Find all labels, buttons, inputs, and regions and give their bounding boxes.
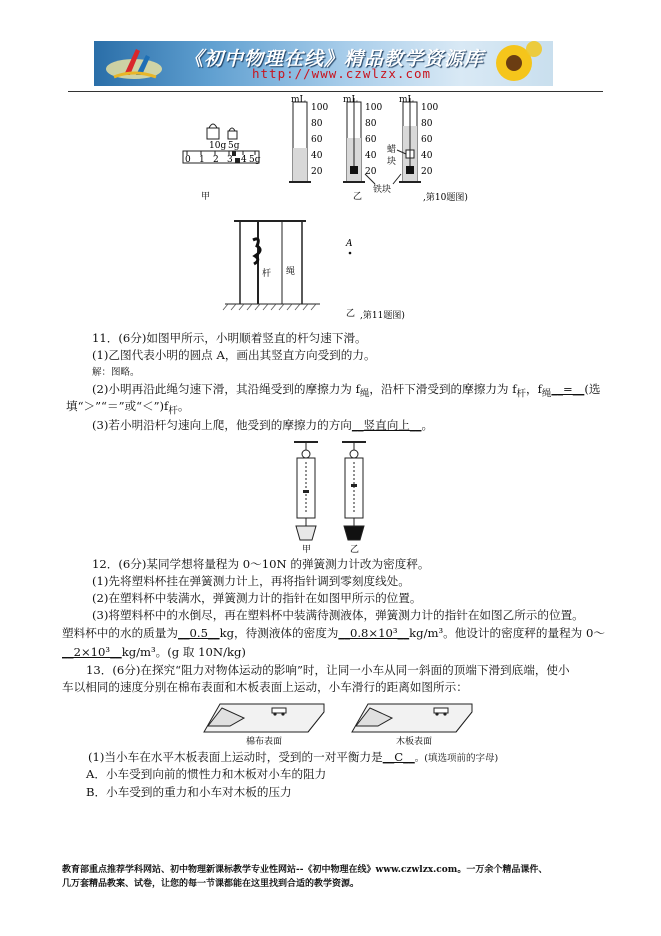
ruler-tick-1: 1: [199, 155, 205, 165]
ruler-tick-3: 3: [227, 155, 233, 165]
q11-stem: 11．(6分)如图甲所示，小明顺着竖直的杆匀速下滑。: [92, 331, 367, 345]
cyl3-scale-80: 80: [421, 119, 433, 129]
measuring-cylinder-3-icon: [399, 98, 421, 182]
figure-13: [200, 692, 520, 752]
cyl1-scale-40: 40: [311, 151, 323, 161]
cyl1-scale-60: 60: [311, 135, 323, 145]
cotton-surface-setup-icon: [204, 704, 324, 732]
q12-part1: (1)先将塑料杯挂在弹簧测力计上，再将指针调到零刻度线处。: [92, 574, 410, 588]
cyl2-scale-80: 80: [365, 119, 377, 129]
label-rope: 绳: [286, 267, 296, 277]
cyl3-unit: mL: [399, 95, 414, 105]
label-cotton-surface: 棉布表面: [246, 737, 283, 747]
figure-11: [220, 212, 440, 324]
footer-line-1: 教育部重点推荐学科网站、初中物理新课标教学专业性网站--《初中物理在线》www.czwlzx.com。一万余个精品课件、: [62, 865, 548, 875]
q12-part3-line2: 塑料杯中的水的质量为__0.5__kg，待测液体的密度为__0.8×10³__kg/m³。他设计的密度秤的量程为 0～: [62, 626, 605, 640]
q12-stem: 12．(6分)某同学想将量程为 0～10N 的弹簧测力计改为密度秤。: [92, 557, 430, 571]
weight-label-10g: 10g: [209, 141, 227, 151]
q11-part2: (2)小明再沿此绳匀速下滑，其沿绳受到的摩擦力为 $f_绳$，沿杆下滑受到的摩擦力为 $f_杆$，$f_绳\_\_=\_\_$(选: [92, 382, 601, 400]
cyl3-scale-40: 40: [421, 151, 433, 161]
cyl1-scale-20: 20: [311, 167, 323, 177]
q12-answer-range: __2×10³__: [62, 645, 122, 659]
q13-answer-1: __C__: [382, 750, 415, 764]
q11-part2-line2: 填“＞”“＝”或“$<”)f_杆$。: [66, 399, 190, 417]
cyl1-scale-100: 100: [311, 103, 329, 113]
climbing-person-icon: [253, 239, 260, 264]
figure-10: [175, 94, 495, 206]
cyl3-scale-60: 60: [421, 135, 433, 145]
cyl2-scale-100: 100: [365, 103, 383, 113]
q11-part1: (1)乙图代表小明的圆点 A，画出其竖直方向受到的力。: [92, 348, 376, 362]
ruler-tick-2: 2: [213, 155, 219, 165]
weight-5g-icon: [228, 128, 237, 139]
measuring-cylinder-1-icon: [289, 102, 311, 182]
q11-answer-3: __竖直向上__: [351, 418, 422, 432]
q12-part3-line3: __2×10³__kg/m³。(g 取 10N/kg): [62, 645, 246, 659]
label-wood-surface: 木板表面: [396, 737, 433, 747]
cyl1-scale-80: 80: [311, 119, 323, 129]
label-pole: 杆: [262, 269, 272, 279]
cyl2-scale-20: 20: [365, 167, 377, 177]
cyl1-unit: mL: [291, 95, 306, 105]
label-block: 块: [387, 157, 397, 167]
header-title: 《初中物理在线》精品教学资源库: [184, 48, 485, 70]
q12-part2: (2)在塑料杯中装满水，弹簧测力计的指针在如图甲所示的位置。: [92, 591, 422, 605]
weight-10g-icon: [207, 124, 219, 139]
q11-part3: (3)若小明沿杆匀速向上爬，他受到的摩擦力的方向__竖直向上__。: [92, 418, 434, 432]
point-a-icon: [349, 252, 352, 255]
label-wax: 蜡: [387, 145, 397, 155]
q13-stem-1: 13．(6分)在探究“阻力对物体运动的影响”时，让同一小车从同一斜面的顶端下滑到底端，使小: [86, 663, 570, 677]
q13-part1: (1)当小车在水平木板表面上运动时，受到的一对平衡力是__C__。(填选项前的字母): [88, 750, 499, 764]
label-point-a: A: [346, 239, 353, 249]
measuring-cylinder-2-icon: [343, 98, 365, 182]
figure-12: [282, 438, 382, 553]
q11-answer-2: __=__: [551, 382, 585, 396]
label-iron-block: 铁块: [373, 185, 392, 195]
fig11-label-yi: 乙: [346, 309, 356, 319]
spring-scale-jia-icon: [294, 442, 318, 540]
cyl3-scale-20: 20: [421, 167, 433, 177]
cyl3-scale-100: 100: [421, 103, 439, 113]
fig12-label-yi: 乙: [350, 545, 360, 553]
spring-scale-yi-icon: [342, 442, 366, 540]
balance-ruler-icon: [183, 151, 259, 163]
fig12-label-jia: 甲: [302, 545, 312, 553]
fig11-caption: ,第11题图): [360, 311, 405, 321]
header-url: http://www.czwlzx.com: [252, 66, 432, 81]
q13-option-a: A．小车受到向前的惯性力和木板对小车的阻力: [86, 767, 327, 781]
ruler-tick-0: 0: [185, 155, 191, 165]
q13-option-b: B．小车受到的重力和小车对木板的压力: [86, 785, 292, 799]
fig10-label-yi: 乙: [353, 192, 363, 202]
ruler-tick-4: 4: [241, 155, 247, 165]
fig10-caption: ,第10题图): [423, 193, 468, 203]
q12-answer-mass: __0.5__: [177, 626, 220, 640]
cyl2-unit: mL: [343, 95, 358, 105]
header-divider: [68, 91, 603, 92]
ruler-tick-5: 5g: [249, 155, 261, 165]
q11-part1-answer: 解：图略。: [92, 367, 140, 378]
footer-line-2: 几万套精品教案、试卷，让您的每一节课都能在这里找到合适的教学资源。: [62, 879, 360, 889]
q12-part3: (3)将塑料杯中的水倒尽，再在塑料杯中装满待测液体，弹簧测力计的指针在如图乙所示的位置。: [92, 608, 584, 622]
cyl2-scale-60: 60: [365, 135, 377, 145]
fig10-label-jia: 甲: [201, 192, 211, 202]
header-banner: [94, 41, 553, 86]
q13-stem-2: 车以相同的速度分别在棉布表面和木板表面上运动，小车滑行的距离如图所示：: [62, 680, 468, 694]
cyl2-scale-40: 40: [365, 151, 377, 161]
q12-answer-density: __0.8×10³__: [338, 626, 410, 640]
wood-surface-setup-icon: [352, 704, 472, 732]
weight-label-5g: 5g: [228, 141, 240, 151]
